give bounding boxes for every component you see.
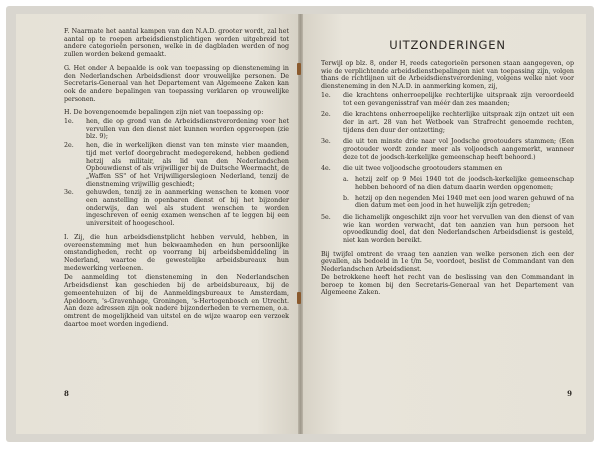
list-item-text: hen, die op grond van de Arbeidsdienstverordening voor het vervullen van den dienst niet kunnen worden opgeroepen (zie blz. 9); [86, 118, 289, 141]
closing-paragraph: De betrokkene heeft het recht van de beslissing van den Commandant in beroep te komen bij den Secretaris-Generaal van het Departement van Algemeene Zaken. [321, 273, 574, 297]
list-item-number: 1e. [64, 118, 74, 126]
page-number: 8 [64, 389, 69, 398]
sub-list-item [343, 176, 574, 191]
list-item-number: 3e. [64, 189, 74, 197]
list-item-number: 3e. [321, 138, 331, 146]
paragraph-aanmelding: De aanmelding tot diensteneming in den Nederlandschen Arbeidsdienst kan geschieden bij de arbeidsbureaux, bij de gemeentehuizen of bij de Aanmeldingsbureaux te Amsterdam, Apeldoorn, 's-Gravenhage, Groningen, 's-Hertogenbosch en Utrecht. Aan deze adressen zijn ook nadere bijzonderheden te vernemen, o.a. omtrent de mogelijkheid van uitstel en de wijze waarop een verzoek daartoe moet worden ingediend. [64, 274, 289, 328]
page-title: UITZONDERINGEN [389, 38, 506, 52]
sub-list-item-text: hetzij op den negenden Mei 1940 met een jood waren gehuwd of na dien datum met een jood in het huwelijk zijn getreden; [355, 194, 574, 210]
list-item [321, 138, 574, 161]
page-number: 9 [567, 389, 572, 398]
list-item [321, 165, 574, 173]
list-item [321, 214, 574, 245]
list-item-number: 5e. [321, 213, 331, 221]
closing-paragraph: Bij twijfel omtrent de vraag ten aanzien van welke personen zich een der gevallen, als bedoeld in 1e t/m 5e, voordoet, beslist de Commandant van den Nederlandschen Arbeidsdienst. [321, 250, 574, 274]
booklet [6, 6, 594, 442]
list-item [64, 142, 289, 188]
list-item-text: die uit twee voljoodsche grootouders stammen en [343, 165, 503, 173]
left-page [16, 14, 299, 434]
sub-list-item [343, 195, 574, 210]
list-item [321, 111, 574, 134]
sub-list-item-letter: a. [343, 176, 349, 184]
staple-icon [297, 292, 301, 304]
right-page [303, 14, 586, 434]
list-item [64, 189, 289, 228]
paragraph-f: F. Naarmate het aantal kampen van den N.A.D. grooter wordt, zal het aantal op te roepen arbeidsdienstplichtigen worden uitgebreid tot andere categorieën personen, welke in de dagbladen werden of nog zullen worden bekend gemaakt. [64, 28, 289, 59]
list-item-text: die krachtens onherroepelijke rechterlijke uitspraak zijn ontzet uit een der in art. 28 van het Wetboek van Strafrecht genoemde rechten, tijdens den duur der ontzetting; [343, 111, 574, 134]
paragraph-i: I. Zij, die hun arbeidsdienstplicht hebben vervuld, hebben, in overeenstemming met hun bekwaamheden en hun persoonlijke omstandigheden, recht op voorrang bij arbeidsbemiddeling in Nederland, waartoe de gewestelijke arbeidsbureaux hun medewerking verleenen. [64, 233, 289, 272]
list-item-number: 4e. [321, 165, 331, 173]
list-item-text: die krachtens onherroepelijke rechterlijke uitspraak zijn veroordeeld tot een gevangenisstraf van méér dan zes maanden; [343, 91, 574, 107]
intro-paragraph: Terwijl op blz. 8, onder H, reeds categorieën personen staan aangegeven, op wie de verplichtende arbeidsdienstbepalingen niet van toepassing zijn, volgen thans de richtlijnen uit de Arbeidsdienstverordening, volgens welke niet voor diensteneming in den N.A.D. in aanmerking komen, zij, [321, 60, 574, 91]
sub-list-item-text: hetzij zelf op 9 Mei 1940 tot de joodsch-kerkelijke gemeenschap hebben behoord of na dien datum daarin werden opgenomen; [355, 176, 574, 191]
list-item-text: hen, die in werkelijken dienst van ten minste vier maanden, tijd met verlof doorgebracht medegerekend, hebben gediend hetzij als militair, als lid van den Nederlandschen Opbouwdienst of als vrijwilliger bij de Duitsche Weermacht, de „Waffen SS" of het Vrijwilligerslegioen Nederland, tenzij de dienstneming vrijwillig geschiedt; [86, 142, 289, 188]
list-item-number: 1e. [321, 91, 331, 99]
list-item-text: die uit ten minste drie naar vol Joodsche grootouders stammen; (Een grootouder wordt zonder meer als voljoodsch aangemerkt, wanneer deze tot de joodsch-kerkelijke gemeenschap heeft behoord.) [343, 138, 574, 161]
list-item [64, 118, 289, 141]
paragraph-h: H. De bovengenoemde bepalingen zijn niet van toepassing op: [64, 109, 264, 117]
staple-icon [297, 63, 301, 75]
sub-list-item-letter: b. [343, 194, 350, 202]
list-item-number: 2e. [64, 142, 74, 150]
list-item-text: die lichamelijk ongeschikt zijn voor het vervullen van den dienst of van wie kan worden verwacht, dat ten aanzien van hun persoon het opvoedkundig doel, dat den Nederlandschen Arbeidsdienst is gesteld, niet kan worden bereikt. [343, 213, 574, 245]
list-item-text: gehuwden, tenzij ze in aanmerking wenschen te komen voor een aanstelling in openbaren dienst of bij het bijzonder onderwijs, dan wel als student wenschen te worden ingeschreven of eenig examen wenschen af te leggen bij een universiteit of hoogeschool. [86, 189, 289, 228]
paragraph-g: G. Het onder A bepaalde is ook van toepassing op diensteneming in den Nederlandschen Arbeidsdienst door vrouwelijke personen. De Secretaris-Generaal van het Departement van Algemeene Zaken kan ook de andere bepalingen van toepassing verklaren op vrouwelijke personen. [64, 64, 289, 103]
list-item-number: 2e. [321, 111, 331, 119]
list-item [321, 92, 574, 107]
